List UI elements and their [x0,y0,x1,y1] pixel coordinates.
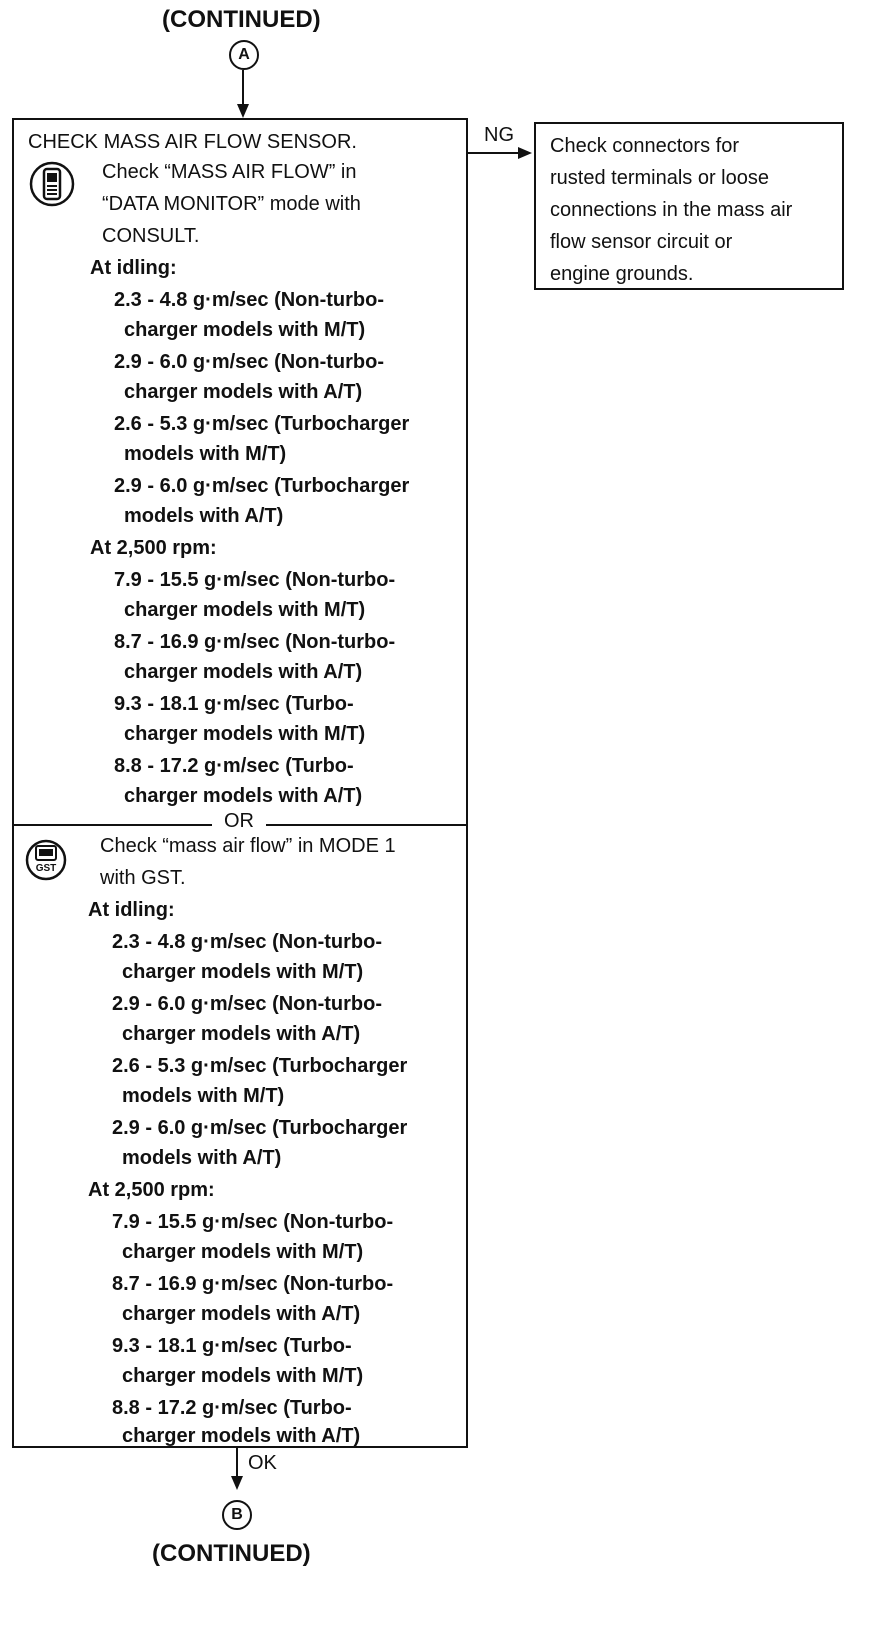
gst-idle-line: models with A/T) [122,1147,282,1169]
gst-icon-text: GST [35,863,57,874]
consult-idle-line: 2.3 - 4.8 g·m/sec (Non-turbo- [114,289,385,311]
ng-text-line: rusted terminals or loose [550,167,769,189]
consult-instruction-1: Check “MASS AIR FLOW” in [102,161,357,183]
gst-idle-line: charger models with A/T) [122,1023,361,1045]
gst-rpm-line: charger models with A/T) [122,1425,361,1447]
gst-rpm-line: charger models with M/T) [122,1241,364,1263]
consult-idle-title: At idling: [90,257,177,279]
gst-scan-tool-icon [24,838,68,882]
consult-idle-line: charger models with A/T) [124,381,363,403]
gst-rpm-line: charger models with M/T) [122,1365,364,1387]
ng-arrow-head [518,147,532,159]
gst-rpm-title: At 2,500 rpm: [88,1179,215,1201]
ng-text-line: engine grounds. [550,263,694,285]
ng-text-line: Check connectors for [550,135,739,157]
consult-rpm-line: 7.9 - 15.5 g·m/sec (Non-turbo- [114,569,396,591]
consult-rpm-line: 8.8 - 17.2 g·m/sec (Turbo- [114,755,354,777]
consult-idle-line: 2.9 - 6.0 g·m/sec (Non-turbo- [114,351,385,373]
ng-text-line: connections in the mass air [550,199,793,221]
ng-text-line: flow sensor circuit or [550,231,733,253]
connector-b: B [222,1500,252,1530]
ng-label: NG [484,124,514,146]
gst-rpm-line: 9.3 - 18.1 g·m/sec (Turbo- [112,1335,352,1357]
ng-action-box [534,122,844,290]
consult-instruction-3: CONSULT. [102,225,200,247]
consult-instruction-2: “DATA MONITOR” mode with [102,193,361,215]
gst-rpm-line: 8.8 - 17.2 g·m/sec (Turbo- [112,1397,352,1419]
connector-a: A [229,40,259,70]
gst-idle-line: charger models with M/T) [122,961,364,983]
gst-instruction-2: with GST. [100,867,186,889]
connector-a-arrow [237,104,249,118]
gst-idle-line: models with M/T) [122,1085,285,1107]
consult-rpm-line: 9.3 - 18.1 g·m/sec (Turbo- [114,693,354,715]
consult-idle-line: 2.9 - 6.0 g·m/sec (Turbocharger [114,475,410,497]
consult-idle-line: models with M/T) [124,443,287,465]
ng-arrow-line [468,152,520,154]
gst-idle-title: At idling: [88,899,175,921]
or-divider-left [12,824,212,826]
consult-idle-line: charger models with M/T) [124,319,366,341]
consult-rpm-line: charger models with A/T) [124,661,363,683]
gst-rpm-line: 7.9 - 15.5 g·m/sec (Non-turbo- [112,1211,394,1233]
consult-rpm-line: 8.7 - 16.9 g·m/sec (Non-turbo- [114,631,396,653]
consult-idle-line: 2.6 - 5.3 g·m/sec (Turbocharger [114,413,410,435]
ok-arrow-head [231,1476,243,1490]
gst-rpm-line: charger models with A/T) [122,1303,361,1325]
gst-idle-line: 2.3 - 4.8 g·m/sec (Non-turbo- [112,931,383,953]
gst-rpm-line: 8.7 - 16.9 g·m/sec (Non-turbo- [112,1273,394,1295]
or-divider-right [266,824,468,826]
gst-idle-line: 2.9 - 6.0 g·m/sec (Turbocharger [112,1117,408,1139]
consult-tester-icon [28,160,76,208]
gst-idle-line: 2.9 - 6.0 g·m/sec (Non-turbo- [112,993,383,1015]
main-heading: CHECK MASS AIR FLOW SENSOR. [28,131,357,153]
top-continued-label: (CONTINUED) [162,6,321,33]
gst-instruction-1: Check “mass air flow” in MODE 1 [100,835,396,857]
ok-label: OK [248,1452,277,1474]
consult-rpm-line: charger models with M/T) [124,599,366,621]
bottom-continued-label: (CONTINUED) [152,1540,311,1567]
gst-idle-line: 2.6 - 5.3 g·m/sec (Turbocharger [112,1055,408,1077]
consult-idle-line: models with A/T) [124,505,284,527]
connector-a-line [242,70,244,106]
consult-rpm-line: charger models with A/T) [124,785,363,807]
consult-rpm-line: charger models with M/T) [124,723,366,745]
or-divider-label: OR [224,810,254,832]
consult-rpm-title: At 2,500 rpm: [90,537,217,559]
ok-arrow-line [236,1448,238,1478]
